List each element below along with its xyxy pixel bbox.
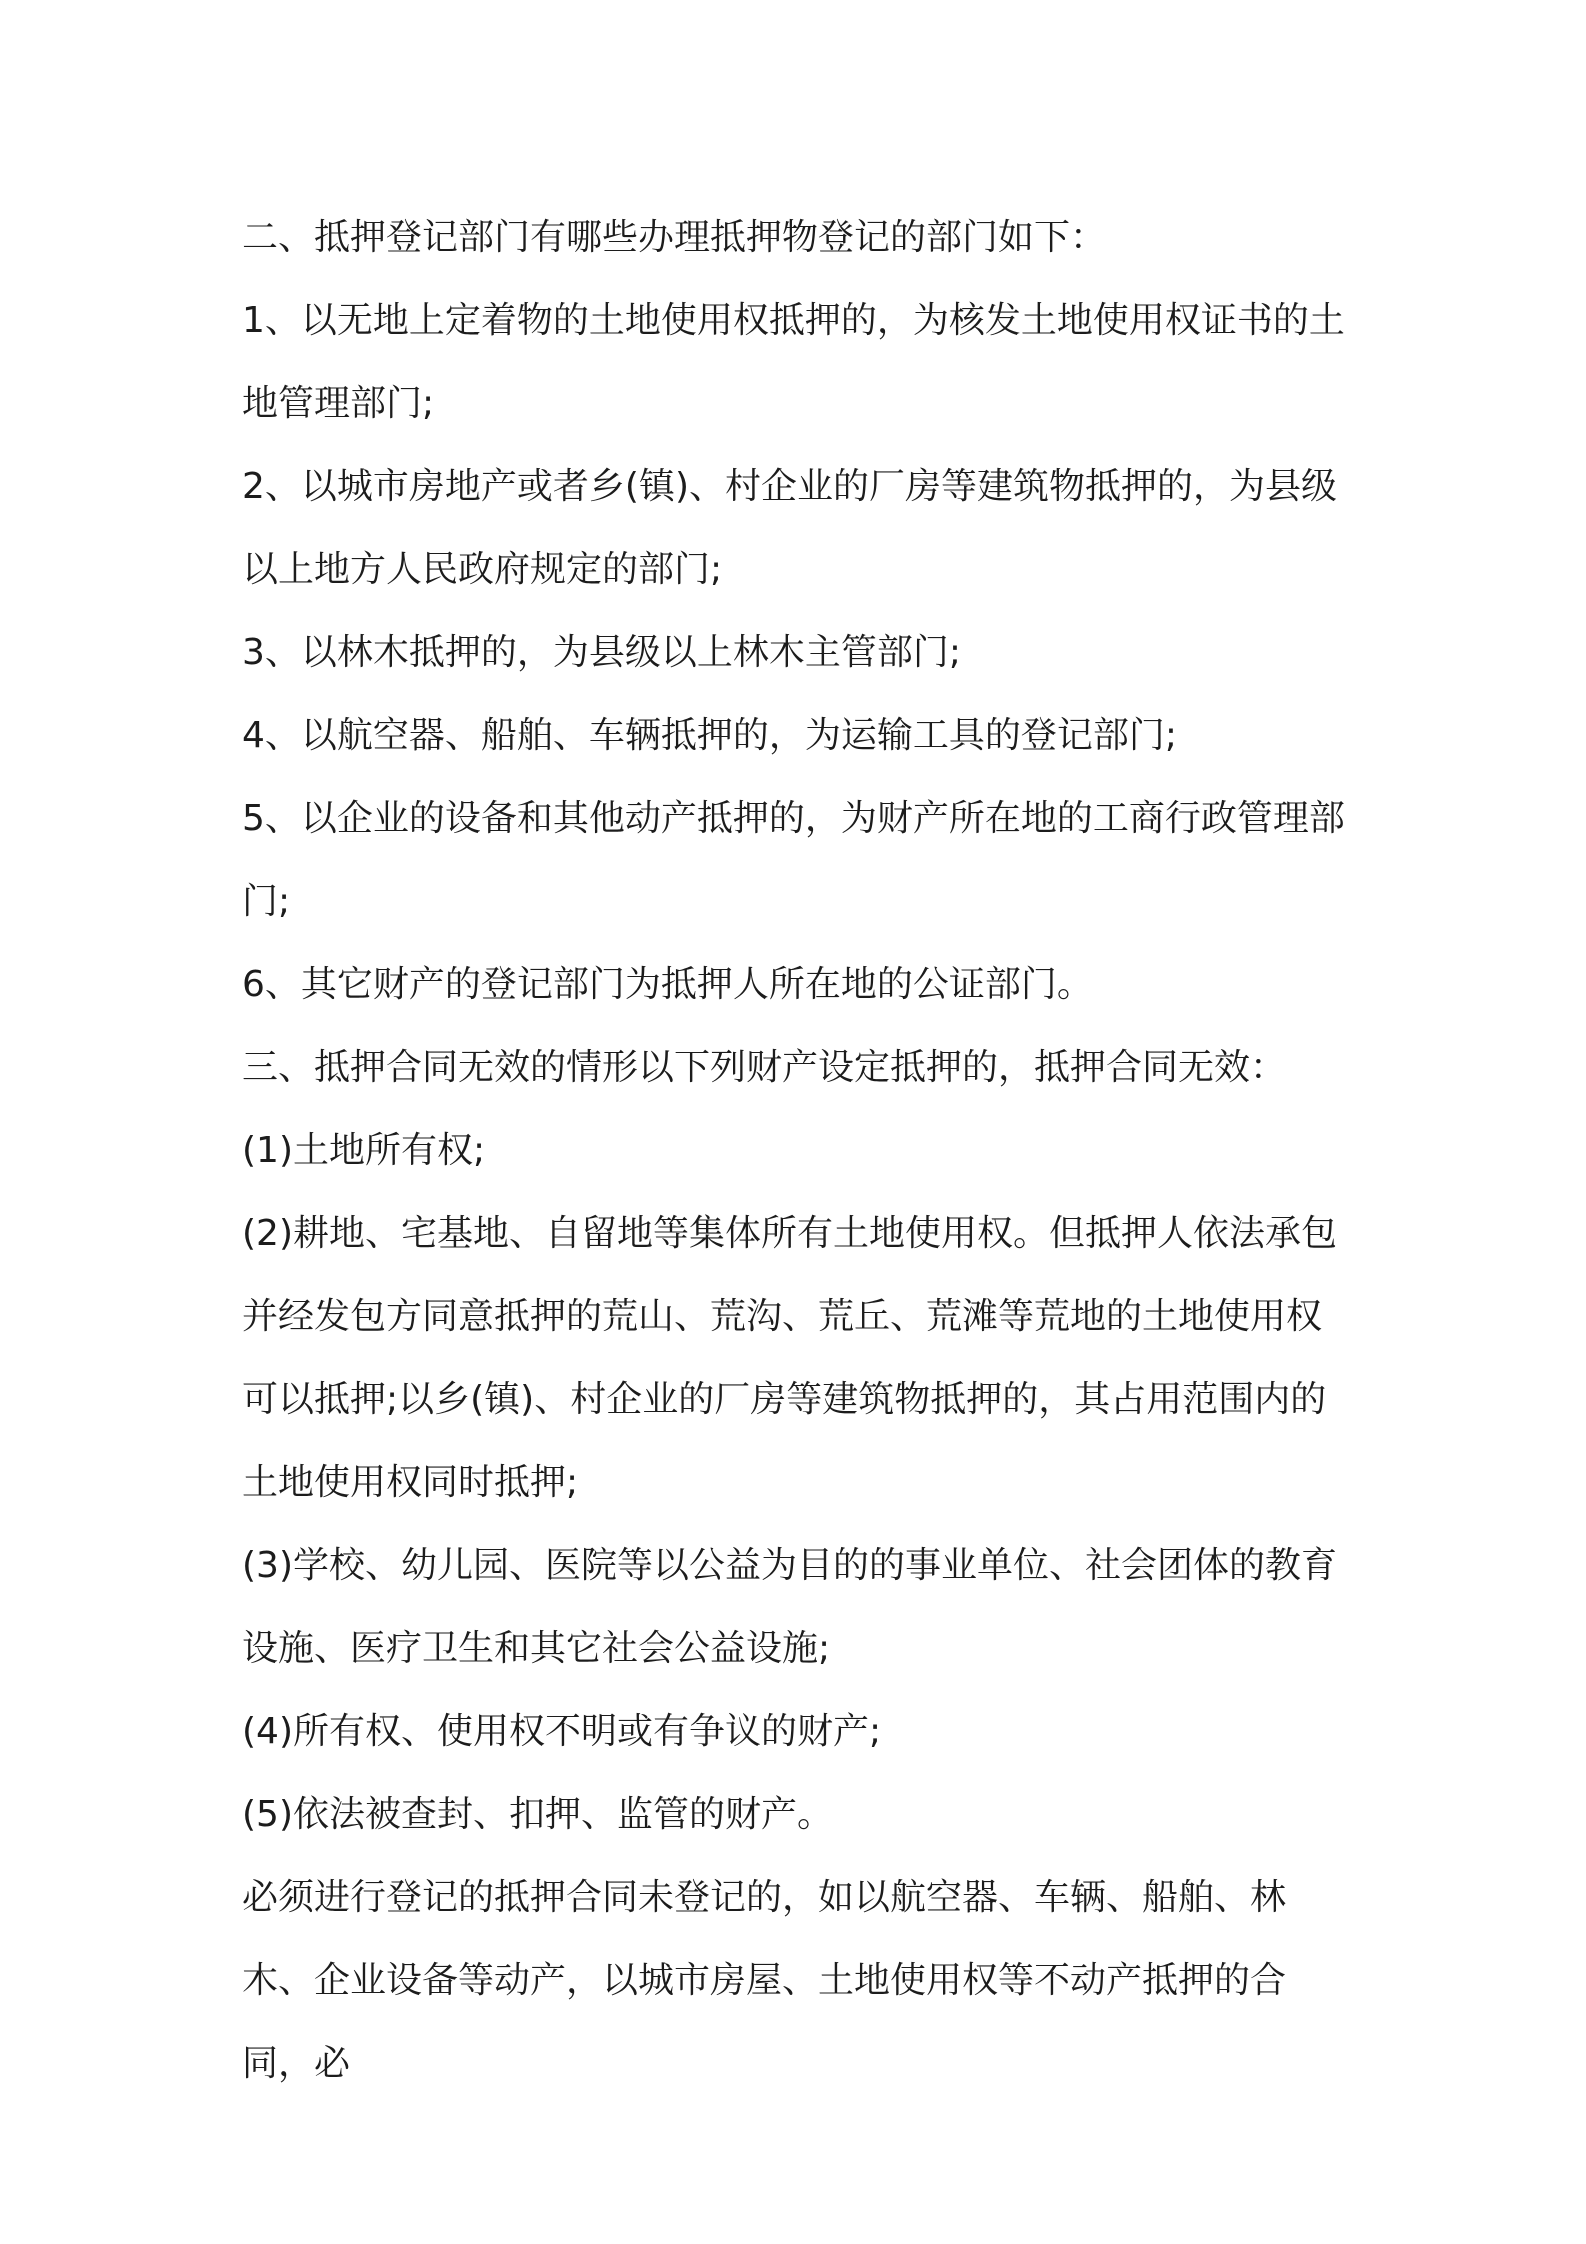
section-heading-registration-departments: 二、抵押登记部门有哪些办理抵押物登记的部门如下： <box>242 217 1107 258</box>
list-item: (4)所有权、使用权不明或有争议的财产; <box>242 1711 882 1752</box>
list-item: 3、以林木抵押的，为县级以上林木主管部门; <box>242 632 962 673</box>
section-heading-invalid-contracts: 三、抵押合同无效的情形以下列财产设定抵押的，抵押合同无效： <box>242 1047 1287 1088</box>
body-paragraph: 必须进行登记的抵押合同未登记的，如以航空器、车辆、船舶、林木、企业设备等动产，以城市房屋、土地使用权等不动产抵押的合同，必 <box>242 1877 1287 2084</box>
list-item: (2)耕地、宅基地、自留地等集体所有土地使用权。但抵押人依法承包并经发包方同意抵押的荒山、荒沟、荒丘、荒滩等荒地的土地使用权可以抵押;以乡(镇)、村企业的厂房等建筑物抵押的，其占用范围内的土地使用权同时抵押; <box>242 1213 1337 1503</box>
list-item: (3)学校、幼儿园、医院等以公益为目的的事业单位、社会团体的教育设施、医疗卫生和其它社会公益设施; <box>242 1545 1337 1669</box>
list-item: (5)依法被查封、扣押、监管的财产。 <box>242 1794 833 1835</box>
list-item: (1)土地所有权; <box>242 1130 486 1171</box>
list-item: 2、以城市房地产或者乡(镇)、村企业的厂房等建筑物抵押的，为县级以上地方人民政府规定的部门; <box>242 466 1337 590</box>
list-item: 6、其它财产的登记部门为抵押人所在地的公证部门。 <box>242 964 1093 1005</box>
list-item: 5、以企业的设备和其他动产抵押的，为财产所在地的工商行政管理部门; <box>242 798 1345 922</box>
list-item: 4、以航空器、船舶、车辆抵押的，为运输工具的登记部门; <box>242 715 1178 756</box>
list-item: 1、以无地上定着物的土地使用权抵押的，为核发土地使用权证书的土地管理部门; <box>242 300 1345 424</box>
document-body <box>242 196 1352 2105</box>
